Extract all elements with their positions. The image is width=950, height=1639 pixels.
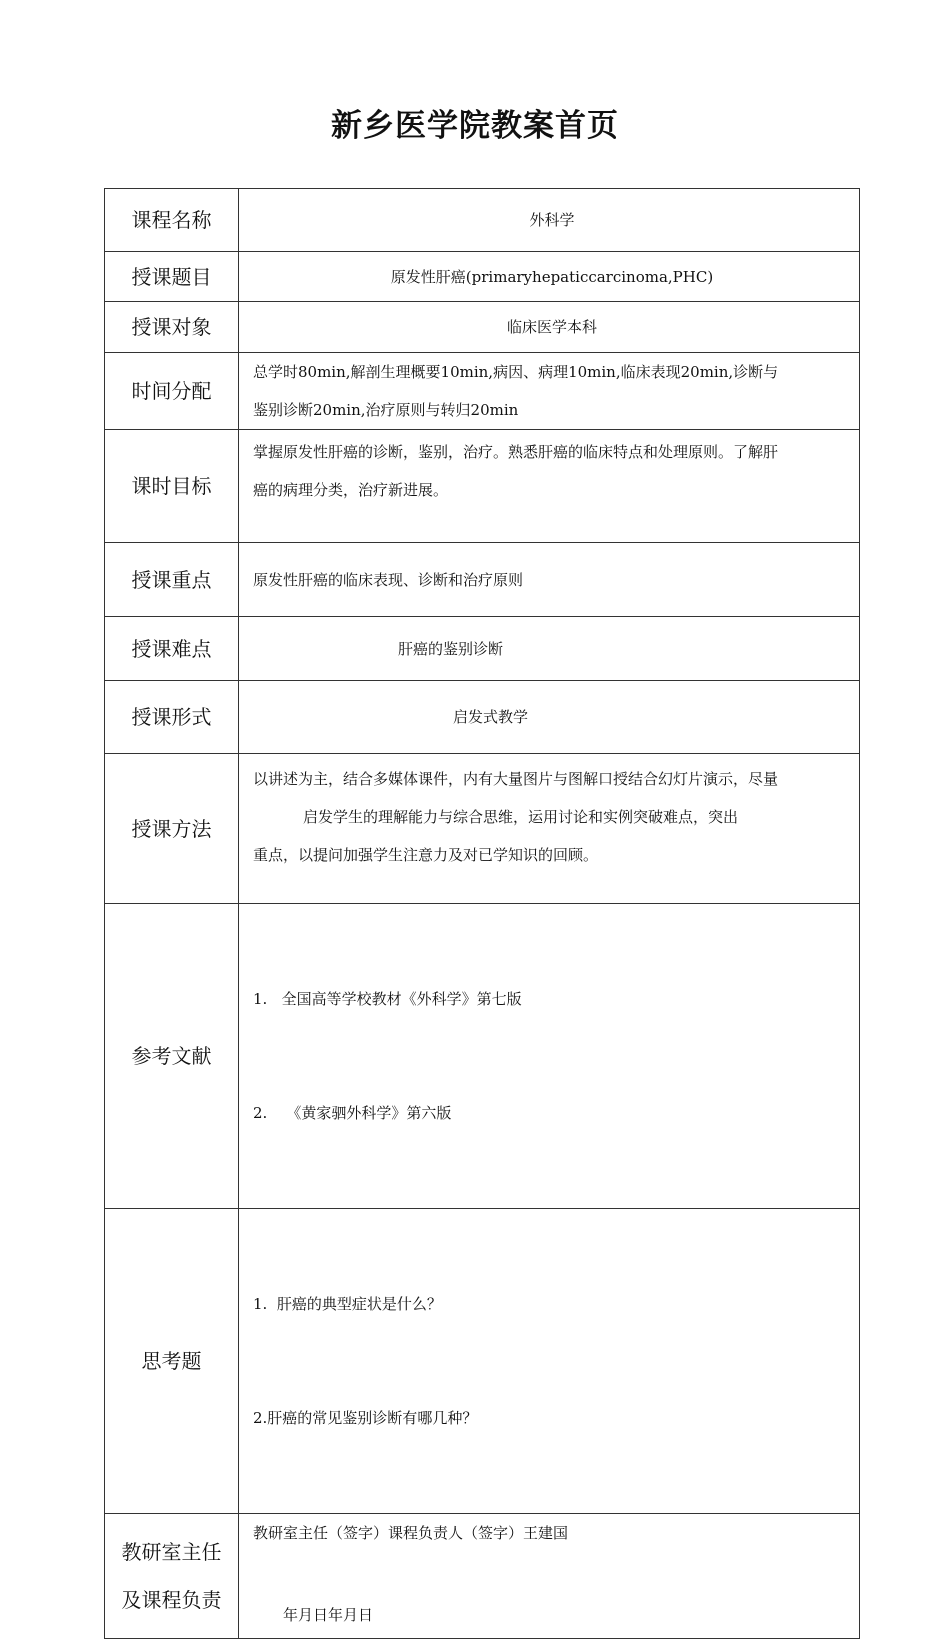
sign-spacer bbox=[253, 1552, 851, 1596]
question-item: 2.肝癌的常见鉴别诊断有哪几种？ bbox=[253, 1409, 478, 1427]
label-audience: 授课对象 bbox=[105, 302, 239, 353]
sign-label-line: 及课程负责 bbox=[121, 1588, 222, 1612]
sign-date: 年月日年月日 bbox=[283, 1606, 374, 1624]
page-title: 新乡医学院教案首页 bbox=[331, 108, 619, 144]
row-difficulties bbox=[105, 617, 860, 681]
sign-line: 教研室主任（签字）课程负责人（签字）王建国 bbox=[253, 1524, 569, 1542]
label-time: 时间分配 bbox=[105, 353, 239, 430]
label-sign bbox=[105, 1514, 239, 1639]
value-time bbox=[239, 353, 860, 430]
label-references: 参考文献 bbox=[105, 904, 239, 1209]
method-line: 以讲述为主，结合多媒体课件，内有大量图片与图解口授结合幻灯片演示，尽量 bbox=[253, 770, 779, 788]
method-line: 重点，以提问加强学生注意力及对已学知识的回顾。 bbox=[253, 846, 599, 864]
row-sign bbox=[105, 1514, 860, 1639]
label-questions: 思考题 bbox=[105, 1209, 239, 1514]
row-audience bbox=[105, 302, 860, 353]
label-format: 授课形式 bbox=[105, 681, 239, 754]
time-line: 鉴别诊断20min,治疗原则与转归20min bbox=[253, 401, 519, 419]
label-method: 授课方法 bbox=[105, 754, 239, 904]
value-topic: 原发性肝癌(primaryhepaticcarcinoma,PHC) bbox=[239, 252, 860, 302]
reference-item: 2. 《黄家驷外科学》第六版 bbox=[253, 1104, 452, 1122]
label-topic: 授课题目 bbox=[105, 252, 239, 302]
row-course-name bbox=[105, 189, 860, 252]
sign-label-line: 教研室主任 bbox=[121, 1540, 222, 1564]
row-time bbox=[105, 353, 860, 430]
reference-item: 1. 全国高等学校教材《外科学》第七版 bbox=[253, 990, 522, 1008]
value-key-points: 原发性肝癌的临床表现、诊断和治疗原则 bbox=[239, 543, 860, 617]
time-line: 总学时80min,解剖生理概要10min,病因、病理10min,临床表现20min,诊断与 bbox=[253, 363, 779, 381]
value-audience: 临床医学本科 bbox=[239, 302, 860, 353]
value-sign bbox=[239, 1514, 860, 1639]
goals-line: 癌的病理分类，治疗新进展。 bbox=[253, 481, 449, 499]
row-method bbox=[105, 754, 860, 904]
label-key-points: 授课重点 bbox=[105, 543, 239, 617]
value-questions bbox=[239, 1209, 860, 1514]
value-course-name: 外科学 bbox=[239, 189, 860, 252]
row-goals bbox=[105, 430, 860, 543]
lesson-plan-table bbox=[104, 188, 860, 1639]
label-course-name: 课程名称 bbox=[105, 189, 239, 252]
row-format bbox=[105, 681, 860, 754]
question-item: 1. 肝癌的典型症状是什么？ bbox=[253, 1295, 442, 1313]
value-difficulties-cell bbox=[239, 617, 860, 681]
value-format: 启发式教学 bbox=[453, 708, 529, 726]
value-difficulties: 肝癌的鉴别诊断 bbox=[398, 639, 504, 658]
method-line: 启发学生的理解能力与综合思维，运用讨论和实例突破难点，突出 bbox=[303, 808, 739, 826]
label-difficulties: 授课难点 bbox=[105, 617, 239, 681]
goals-line: 掌握原发性肝癌的诊断，鉴别，治疗。熟悉肝癌的临床特点和处理原则。了解肝 bbox=[253, 443, 779, 461]
value-format-cell bbox=[239, 681, 860, 754]
row-key-points bbox=[105, 543, 860, 617]
value-references bbox=[239, 904, 860, 1209]
label-goals: 课时目标 bbox=[105, 430, 239, 543]
row-references bbox=[105, 904, 860, 1209]
value-goals bbox=[239, 430, 860, 543]
row-questions bbox=[105, 1209, 860, 1514]
row-topic bbox=[105, 252, 860, 302]
value-method bbox=[239, 754, 860, 904]
